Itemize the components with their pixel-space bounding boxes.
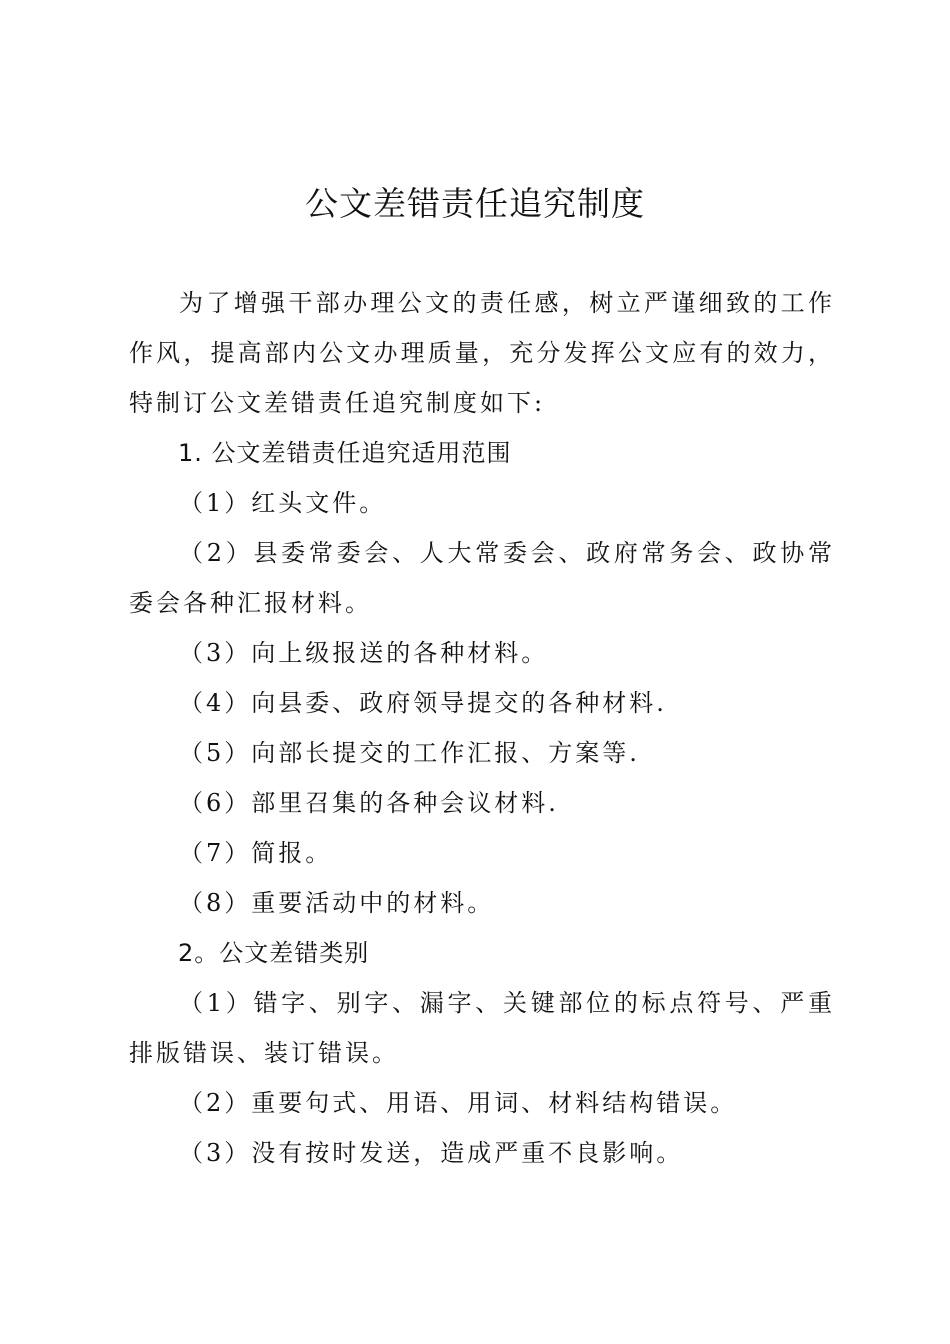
list-item: （4）向县委、政府领导提交的各种材料. <box>179 689 667 717</box>
list-item: （5）向部长提交的工作汇报、方案等. <box>179 739 640 767</box>
list-item: （8）重要活动中的材料。 <box>179 889 495 917</box>
list-item: （3）向上级报送的各种材料。 <box>179 639 549 667</box>
list-item: （1）错字、别字、漏字、关键部位的标点符号、严重排版错误、装订错误。 <box>129 989 835 1067</box>
document-title: 公文差错责任追究制度 <box>305 184 645 223</box>
list-item: （6）部里召集的各种会议材料. <box>179 789 559 817</box>
section-heading-scope: 1. 公文差错责任追究适用范围 <box>178 439 512 467</box>
intro-paragraph: 为了增强干部办理公文的责任感，树立严谨细致的工作作风，提高部内公文办理质量，充分发挥公文应有的效力，特制订公文差错责任追究制度如下: <box>129 289 835 417</box>
list-item: （7）简报。 <box>179 839 333 867</box>
list-item: （3）没有按时发送，造成严重不良影响。 <box>179 1139 684 1167</box>
list-item: （2）县委常委会、人大常委会、政府常务会、政协常委会各种汇报材料。 <box>129 539 835 617</box>
list-item: （1）红头文件。 <box>179 489 387 517</box>
list-item: （2）重要句式、用语、用词、材料结构错误。 <box>179 1089 738 1117</box>
section-heading-categories: 2。公文差错类别 <box>178 939 370 967</box>
